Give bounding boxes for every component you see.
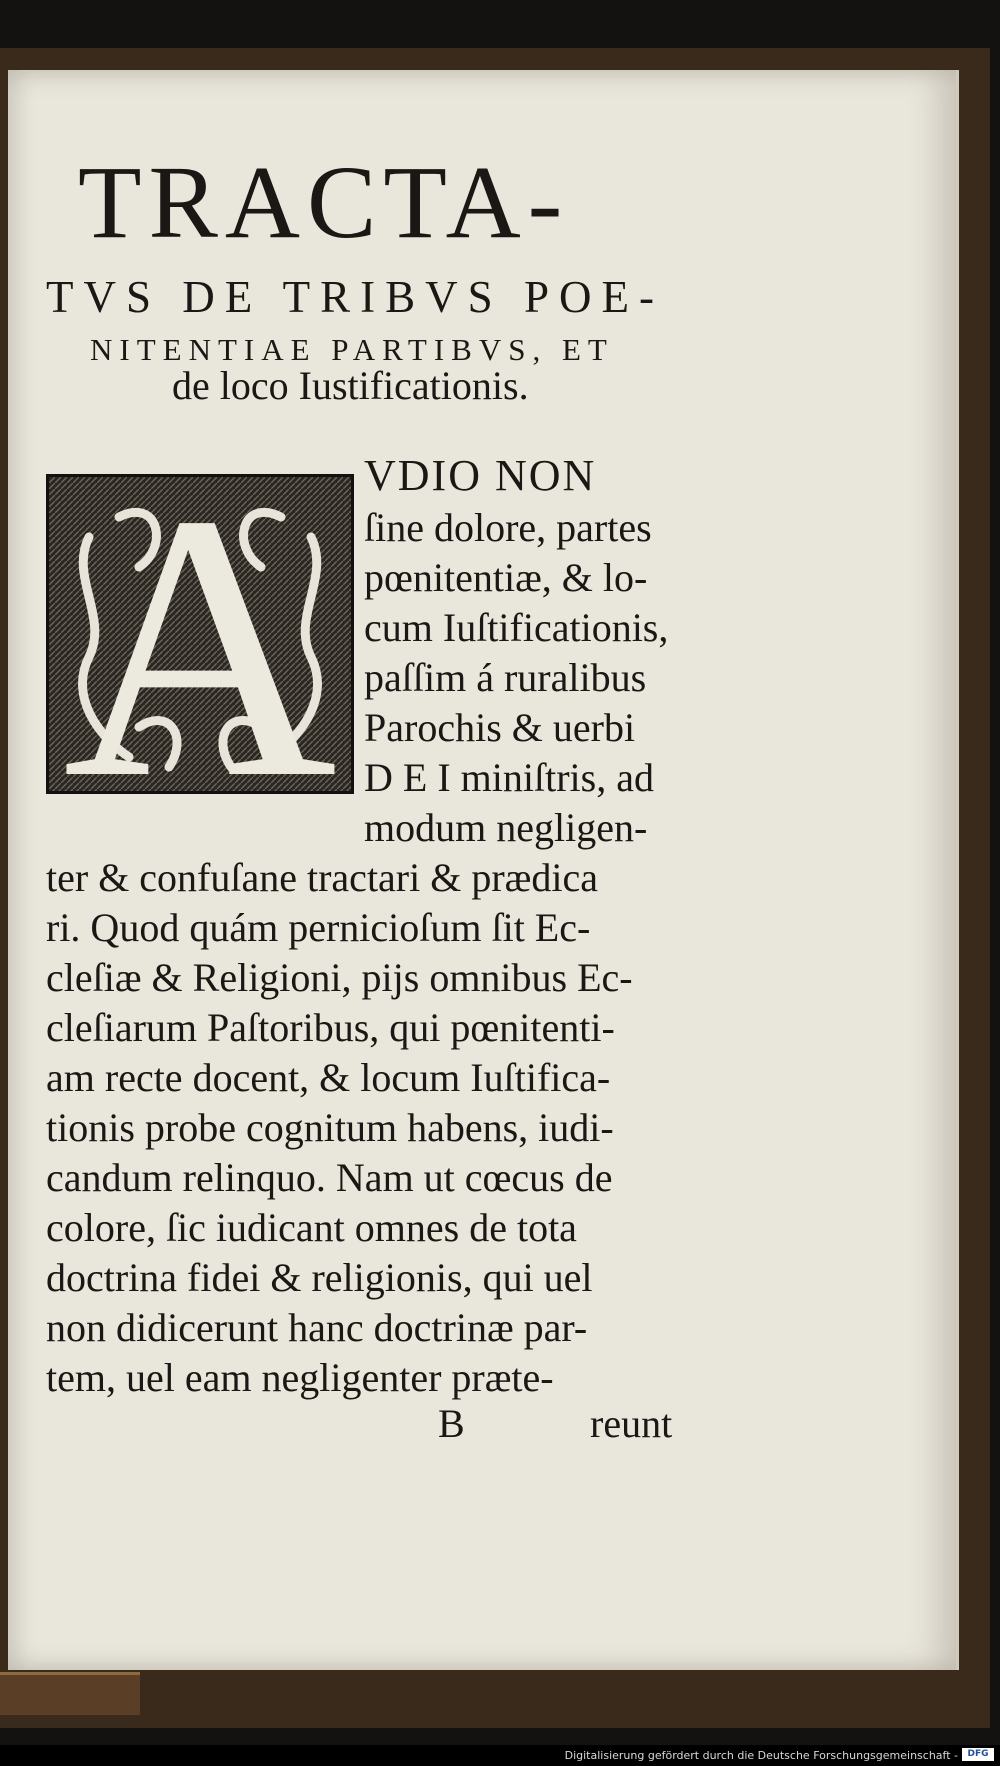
body-line: doctrina fidei & religionis, qui uel xyxy=(46,1255,593,1300)
body-line: am recte docent, & locum Iuſtifica- xyxy=(46,1055,611,1100)
title-line-2: TVS DE TRIBVS POE- xyxy=(46,272,664,322)
body-line: Parochis & uerbi xyxy=(364,705,636,750)
body-line: ſine dolore, partes xyxy=(364,505,652,550)
body-line: non didicerunt hanc doctrinæ par- xyxy=(46,1305,588,1350)
body-line: modum negligen- xyxy=(364,805,648,850)
signature-mark: B xyxy=(438,1401,465,1446)
title-line-3: NITENTIAE PARTIBVS, ET xyxy=(90,332,614,367)
body-line: cleſiæ & Religioni, pijs omnibus Ec- xyxy=(46,955,633,1000)
body-line: ter & confuſane tractari & prædica xyxy=(46,855,598,900)
body-line: ri. Quod quám pernicioſum ſit Ec- xyxy=(46,905,591,950)
book-clasp xyxy=(0,1672,140,1715)
body-line: cum Iuſtificationis, xyxy=(364,605,669,650)
body-line: tem, uel eam negligenter præte- xyxy=(46,1355,554,1400)
body-line: pœnitentiæ, & lo- xyxy=(364,555,648,600)
footer-credit: Digitalisierung gefördert durch die Deutsche Forschungsgemeinschaft - xyxy=(564,1749,958,1762)
decorated-initial xyxy=(46,474,354,794)
catchword: reunt xyxy=(590,1401,673,1446)
body-line: paſſim á ruralibus xyxy=(364,655,647,700)
title-line-4: de loco Iustificationis. xyxy=(172,363,529,408)
drop-cap-letter: A xyxy=(62,474,338,794)
body-line: colore, ſic iudicant omnes de tota xyxy=(46,1205,577,1250)
body-line: VDIO NON xyxy=(364,451,597,500)
title-line-1: TRACTA- xyxy=(78,145,570,260)
body-line: cleſiarum Paſtoribus, qui pœnitenti- xyxy=(46,1005,615,1050)
body-line: tionis probe cognitum habens, iudi- xyxy=(46,1105,614,1150)
dfg-logo: DFG xyxy=(962,1748,994,1761)
body-line: candum relinquo. Nam ut cœcus de xyxy=(46,1155,613,1200)
body-line: D E I miniſtris, ad xyxy=(364,755,654,800)
